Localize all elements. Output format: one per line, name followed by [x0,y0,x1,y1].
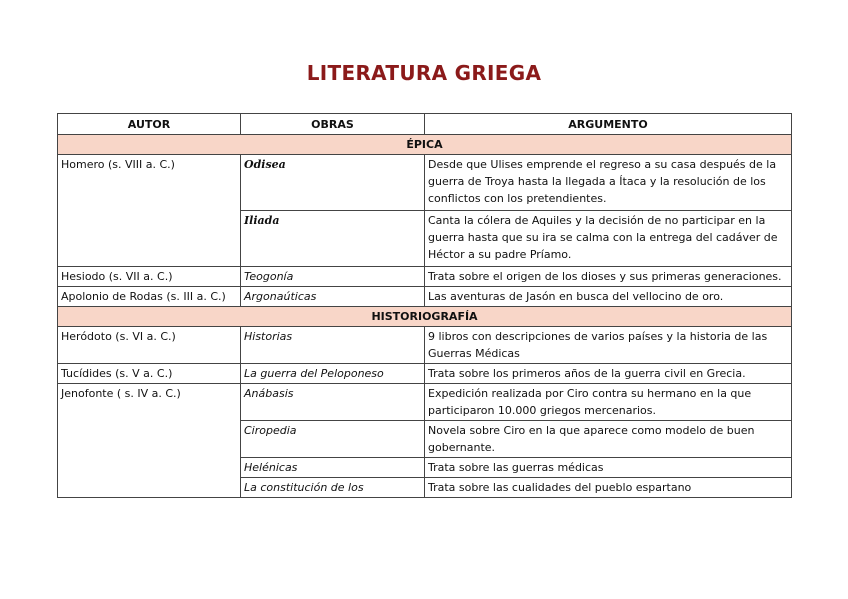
work-teogonia: Teogonía [241,267,425,287]
section-row-epica [58,135,792,155]
table-row [58,384,792,421]
author-homero: Homero (s. VIII a. C.) [58,155,241,267]
argument-argonauticas: Las aventuras de Jasón en busca del vellocino de oro. [425,287,792,307]
argument-teogonia: Trata sobre el origen de los dioses y sus primeras generaciones. [425,267,792,287]
author-jenofonte: Jenofonte ( s. IV a. C.) [58,384,241,498]
section-historiografia: HISTORIOGRAFÍA [58,307,792,327]
table-row [58,364,792,384]
argument-odisea: Desde que Ulises emprende el regreso a su casa después de la guerra de Troya hasta la llegada a Ítaca y la resolución de los conflictos con los pretendientes. [425,155,792,211]
section-epica: ÉPICA [58,135,792,155]
argument-anabasis: Expedición realizada por Ciro contra su hermano en la que participaron 10.000 griegos mercenarios. [425,384,792,421]
table-row [58,287,792,307]
work-argonauticas: Argonaúticas [241,287,425,307]
argument-helenicas: Trata sobre las guerras médicas [425,458,792,478]
author-tucidides: Tucídides (s. V a. C.) [58,364,241,384]
table-row [58,327,792,364]
argument-ciropedia: Novela sobre Ciro en la que aparece como modelo de buen gobernante. [425,421,792,458]
section-row-historiografia [58,307,792,327]
argument-guerra-peloponeso: Trata sobre los primeros años de la guerra civil en Grecia. [425,364,792,384]
header-obras: OBRAS [241,114,425,135]
argument-constitucion: Trata sobre las cualidades del pueblo espartano [425,478,792,498]
argument-iliada: Canta la cólera de Aquiles y la decisión de no participar en la guerra hasta que su ira se calma con la entrega del cadáver de Héctor a su padre Príamo. [425,211,792,267]
work-anabasis: Anábasis [241,384,425,421]
work-ciropedia: Ciropedia [241,421,425,458]
work-helenicas: Helénicas [241,458,425,478]
header-autor: AUTOR [58,114,241,135]
work-guerra-peloponeso: La guerra del Peloponeso [241,364,425,384]
header-row [58,114,792,135]
argument-historias: 9 libros con descripciones de varios países y la historia de las Guerras Médicas [425,327,792,364]
work-historias: Historias [241,327,425,364]
work-odisea: Odisea [241,155,425,211]
author-herodoto: Heródoto (s. VI a. C.) [58,327,241,364]
work-iliada: Iliada [241,211,425,267]
header-argumento: ARGUMENTO [425,114,792,135]
table-row [58,267,792,287]
author-apolonio: Apolonio de Rodas (s. III a. C.) [58,287,241,307]
work-constitucion: La constitución de los [241,478,425,498]
author-hesiodo: Hesiodo (s. VII a. C.) [58,267,241,287]
page-title: LITERATURA GRIEGA [306,61,542,85]
table-row [58,155,792,211]
literature-table [57,113,792,498]
